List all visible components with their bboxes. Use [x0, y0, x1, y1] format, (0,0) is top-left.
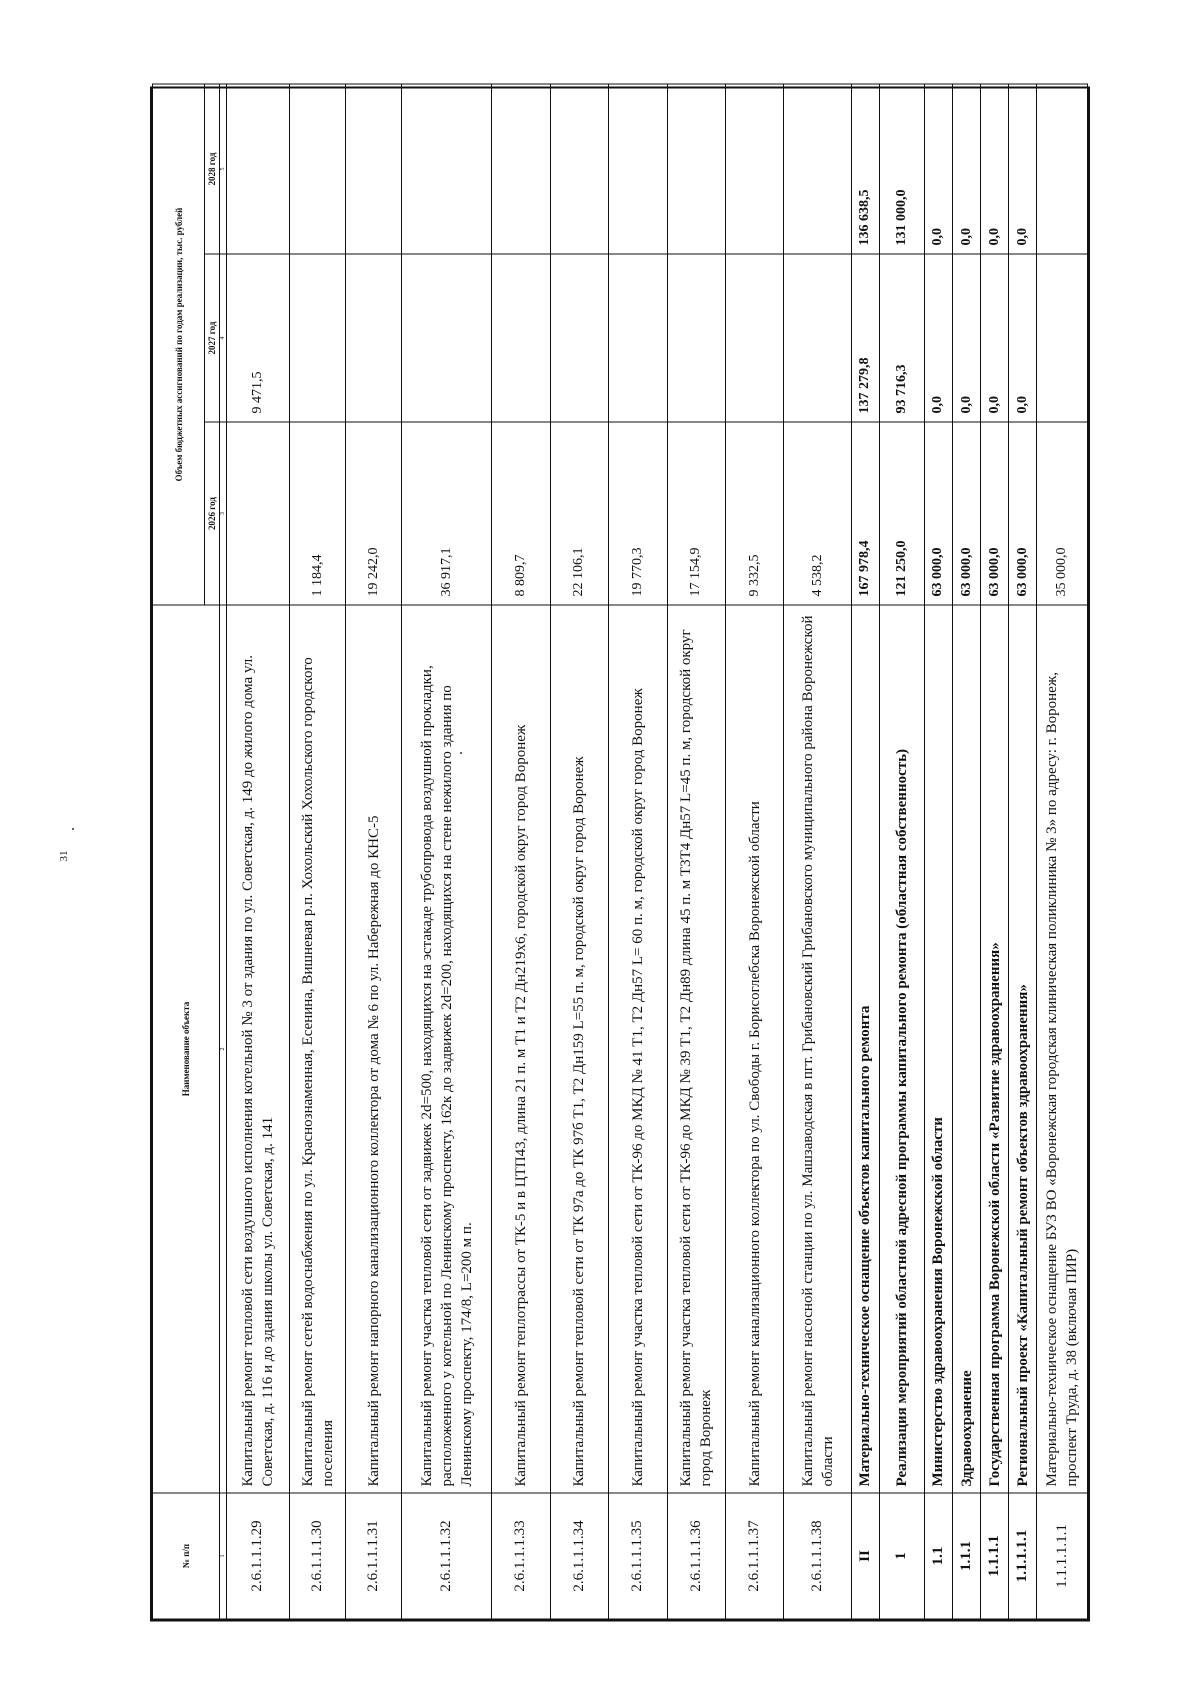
value-2026: 22 106,1: [550, 422, 608, 605]
table-row: [981, 84, 1009, 1619]
object-name: Государственная программа Воронежской области «Развитие здравоохранения»: [981, 605, 1009, 1493]
object-name: Капитальный ремонт участка тепловой сети от ТК-96 до МКД № 39 Т1, Т2 Дн89 длина 45 п. м Т3Т4 Дн57 L=45 п. м, городской округ город Воронеж: [667, 605, 725, 1493]
header-2028: 2028 год: [205, 84, 220, 254]
scan-dot: [72, 828, 74, 830]
table-row: [725, 84, 783, 1619]
page-number: 31: [58, 850, 70, 862]
table-row: [952, 84, 980, 1619]
row-number: 2.6.1.1.1.29: [227, 1493, 290, 1619]
value-2028: [550, 84, 608, 254]
value-2027: [1037, 254, 1088, 422]
row-number: 2.6.1.1.1.37: [725, 1493, 783, 1619]
value-2026: 19 242,0: [346, 422, 402, 605]
object-name: Капитальный ремонт тепловой сети воздушного исполнения котельной № 3 от здания по ул. Советская, д. 149 до жилого дома ул. Советская, д. 116 и до здания школы ул. Советская, д. 141: [227, 605, 290, 1493]
column-index: 2: [220, 605, 227, 1493]
row-number: 2.6.1.1.1.32: [402, 1493, 492, 1619]
value-2028: 131 000,0: [879, 84, 924, 254]
value-2026: 63 000,0: [952, 422, 980, 605]
table-row: [609, 84, 667, 1619]
row-number: II: [851, 1493, 879, 1619]
table-row: [667, 84, 725, 1619]
table-row: [402, 84, 492, 1619]
row-number: 2.6.1.1.1.36: [667, 1493, 725, 1619]
value-2028: [784, 84, 851, 254]
table-row: [492, 84, 550, 1619]
object-name: Капитальный ремонт теплотрассы от ТК-5 и в ЦТП43, длина 21 п. м Т1 и Т2 Дн219х6, городской округ город Воронеж: [492, 605, 550, 1493]
row-number: 1.1: [924, 1493, 952, 1619]
header-2026: 2026 год: [205, 422, 220, 605]
value-2028: 0,0: [924, 84, 952, 254]
value-2027: 0,0: [1009, 254, 1037, 422]
value-2028: 0,0: [952, 84, 980, 254]
header-2027: 2027 год: [205, 254, 220, 422]
row-number: 1.1.1.1.1: [1009, 1493, 1037, 1619]
object-name: Материально-техническое оснащение БУЗ ВО «Воронежская городская клиническая поликлиника № 3» по адресу: г. Воронеж, проспект Труда, д. 38 (включая ПИР): [1037, 605, 1088, 1493]
table-row: [1009, 84, 1037, 1619]
object-name: Материально-техническое оснащение объектов капитального ремонта: [851, 605, 879, 1493]
value-2028: [725, 84, 783, 254]
object-name: Капитальный ремонт участка тепловой сети от ТК-96 до МКД № 41 Т1, Т2 Дн57 L= 60 п. м, городской округ город Воронеж: [609, 605, 667, 1493]
value-2027: [609, 254, 667, 422]
row-number: 2.6.1.1.1.33: [492, 1493, 550, 1619]
value-2026: 36 917,1: [402, 422, 492, 605]
header-num: № п/п: [153, 1493, 220, 1619]
object-name: Капитальный ремонт насосной станции по ул. Машзаводская в пгт. Грибановский Грибановского муниципального района Воронежской области: [784, 605, 851, 1493]
value-2027: 9 471,5: [227, 254, 290, 422]
value-2026: 1 184,4: [289, 422, 345, 605]
budget-table: [152, 83, 1088, 1619]
value-2026: 9 332,5: [725, 422, 783, 605]
object-name: Капитальный ремонт напорного канализационного коллектора от дома № 6 по ул. Набережная до КНС-5: [346, 605, 402, 1493]
row-number: 1.1.1.1.1.1: [1037, 1493, 1088, 1619]
header-name: Наименование объекта: [153, 605, 220, 1493]
object-name: Региональный проект «Капитальный ремонт объектов здравоохранения»: [1009, 605, 1037, 1493]
value-2026: 63 000,0: [924, 422, 952, 605]
row-number: 1.1.1: [952, 1493, 980, 1619]
table-row: [227, 84, 290, 1619]
value-2028: [402, 84, 492, 254]
value-2028: [227, 84, 290, 254]
value-2027: [725, 254, 783, 422]
row-number: 1.1.1.1: [981, 1493, 1009, 1619]
value-2026: 8 809,7: [492, 422, 550, 605]
row-number: 2.6.1.1.1.38: [784, 1493, 851, 1619]
value-2027: [289, 254, 345, 422]
object-name: Капитальный ремонт сетей водоснабжения по ул. Краснознаменная, Есенина, Вишневая р.п. Хохольский Хохольского городского поселения: [289, 605, 345, 1493]
value-2028: 0,0: [1009, 84, 1037, 254]
value-2028: 0,0: [981, 84, 1009, 254]
value-2026: 17 154,9: [667, 422, 725, 605]
value-2028: [289, 84, 345, 254]
header-volume: Объем бюджетных ассигнований по годам реализации, тыс. рублей: [153, 84, 205, 605]
table-row: [879, 84, 924, 1619]
column-index: 5: [220, 84, 227, 254]
value-2027: [346, 254, 402, 422]
table-row: [550, 84, 608, 1619]
value-2027: 0,0: [952, 254, 980, 422]
value-2028: [1037, 84, 1088, 254]
budget-table-rotated: [150, 87, 1090, 1622]
value-2027: 0,0: [924, 254, 952, 422]
object-name: Капитальный ремонт канализационного коллектора по ул. Свободы г. Борисоглебска Воронежской области: [725, 605, 783, 1493]
value-2027: 93 716,3: [879, 254, 924, 422]
object-name: Капитальный ремонт тепловой сети от ТК 97а до ТК 97б Т1, Т2 Дн159 L=55 п. м, городской округ город Воронеж: [550, 605, 608, 1493]
row-number: 2.6.1.1.1.30: [289, 1493, 345, 1619]
value-2026: 35 000,0: [1037, 422, 1088, 605]
object-name: Здравоохранение: [952, 605, 980, 1493]
value-2028: [346, 84, 402, 254]
value-2028: [667, 84, 725, 254]
table-body: [227, 84, 1088, 1619]
table-row: [784, 84, 851, 1619]
object-name: Министерство здравоохранения Воронежской области: [924, 605, 952, 1493]
value-2026: 63 000,0: [1009, 422, 1037, 605]
table-row: [1037, 84, 1088, 1619]
value-2028: 136 638,5: [851, 84, 879, 254]
table-row: [851, 84, 879, 1619]
column-index: 3: [220, 422, 227, 605]
value-2027: [550, 254, 608, 422]
column-index: 1: [220, 1493, 227, 1619]
value-2026: 19 770,3: [609, 422, 667, 605]
row-number: 2.6.1.1.1.35: [609, 1493, 667, 1619]
row-number: 2.6.1.1.1.31: [346, 1493, 402, 1619]
value-2027: 137 279,8: [851, 254, 879, 422]
object-name: Капитальный ремонт участка тепловой сети от задвижек 2d=500, находящихся на эстакаде трубопровода воздушной прокладки, расположенного у котельной по Ленинскому проспекту, 162к до задвижек 2d=200, находящихся на стене нежилого здания по Ленинскому проспекту, 174/8, L=200 м п.: [402, 605, 492, 1493]
value-2027: [784, 254, 851, 422]
value-2027: 0,0: [981, 254, 1009, 422]
row-number: 1: [879, 1493, 924, 1619]
table-row: [289, 84, 345, 1619]
row-number: 2.6.1.1.1.34: [550, 1493, 608, 1619]
value-2026: 121 250,0: [879, 422, 924, 605]
column-index: 4: [220, 254, 227, 422]
value-2026: 167 978,4: [851, 422, 879, 605]
table-row: [346, 84, 402, 1619]
value-2027: [402, 254, 492, 422]
value-2026: [227, 422, 290, 605]
value-2027: [667, 254, 725, 422]
value-2028: [492, 84, 550, 254]
value-2028: [609, 84, 667, 254]
object-name: Реализация мероприятий областной адресной программы капитального ремонта (областная собственность): [879, 605, 924, 1493]
value-2027: [492, 254, 550, 422]
value-2026: 63 000,0: [981, 422, 1009, 605]
value-2026: 4 538,2: [784, 422, 851, 605]
table-row: [924, 84, 952, 1619]
